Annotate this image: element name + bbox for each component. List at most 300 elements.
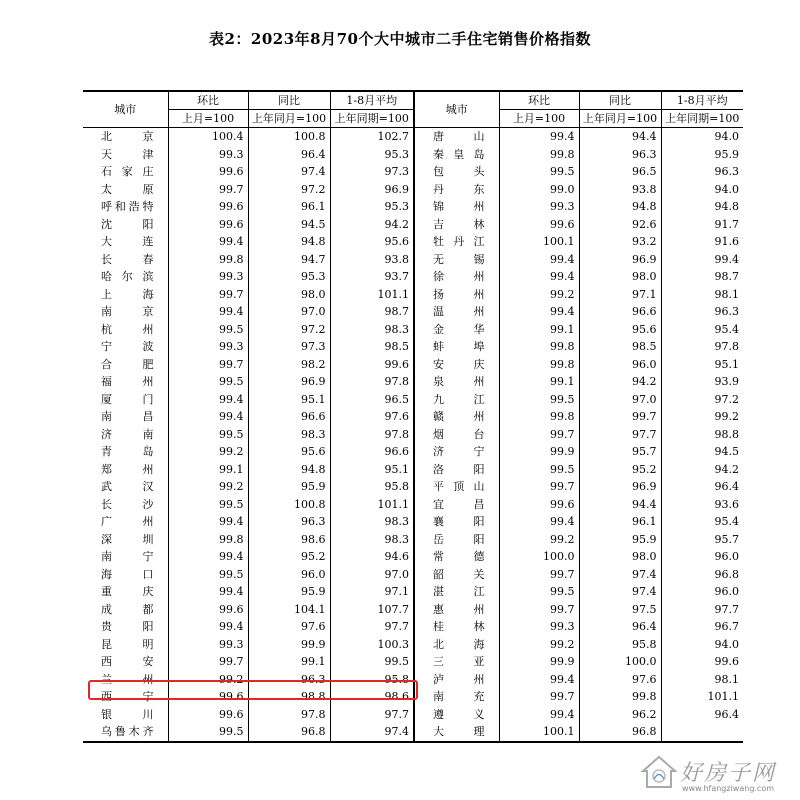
city-name-right: 遵义: [414, 706, 499, 724]
yoy-value-right: 96.3: [579, 146, 661, 164]
table-row: [83, 338, 743, 356]
yoy-value-left: 96.6: [248, 408, 330, 426]
ytd-value-left: 96.6: [330, 443, 414, 461]
city-name-left: 成都: [101, 602, 154, 616]
ytd-value-right: 98.1: [661, 286, 743, 304]
city-name-left: 海口: [101, 567, 154, 581]
mom-value-right: 99.4: [499, 706, 579, 724]
yoy-value-left: 99.1: [248, 653, 330, 671]
mom-value-right: 99.4: [499, 251, 579, 269]
mom-base-left: 上月=100: [168, 110, 248, 128]
ytd-value-left: 97.8: [330, 373, 414, 391]
yoy-value-left: 98.3: [248, 426, 330, 444]
mom-value-right: 99.1: [499, 373, 579, 391]
ytd-value-right: 91.6: [661, 233, 743, 251]
mom-value-left: 99.6: [168, 688, 248, 706]
city-name-right: 吉林: [414, 216, 499, 234]
city-name-right: 桂林: [414, 618, 499, 636]
ytd-value-right: 94.0: [661, 128, 743, 146]
yoy-value-left: 98.8: [248, 688, 330, 706]
yoy-value-right: 96.6: [579, 303, 661, 321]
city-name-left: 济南: [101, 427, 154, 441]
ytd-value-left: 97.0: [330, 566, 414, 584]
ytd-value-right: 95.4: [661, 321, 743, 339]
mom-value-right: 99.4: [499, 671, 579, 689]
ytd-value-right: 94.2: [661, 461, 743, 479]
ytd-value-right: 101.1: [661, 688, 743, 706]
mom-value-left: 99.4: [168, 303, 248, 321]
mom-value-left: 99.4: [168, 391, 248, 409]
ytd-value-right: 97.2: [661, 391, 743, 409]
city-name-right: 南充: [414, 688, 499, 706]
city-name-left: 贵阳: [101, 620, 154, 634]
yoy-value-right: 97.4: [579, 566, 661, 584]
mom-value-left: 99.6: [168, 216, 248, 234]
city-name-left: 南宁: [101, 550, 154, 564]
city-name-right: 唐山: [414, 128, 499, 146]
mom-value-right: 99.7: [499, 688, 579, 706]
yoy-value-left: 96.1: [248, 198, 330, 216]
table-row: [83, 181, 743, 199]
mom-value-left: 99.2: [168, 671, 248, 689]
yoy-value-right: 97.0: [579, 391, 661, 409]
yoy-header-left: 同比: [248, 91, 330, 110]
mom-value-left: 99.4: [168, 548, 248, 566]
yoy-value-left: 97.4: [248, 163, 330, 181]
ytd-value-right: 93.9: [661, 373, 743, 391]
yoy-value-right: 97.5: [579, 601, 661, 619]
yoy-value-left: 94.8: [248, 461, 330, 479]
mom-value-left: 99.6: [168, 601, 248, 619]
mom-value-left: 99.7: [168, 653, 248, 671]
mom-value-right: 99.9: [499, 653, 579, 671]
yoy-value-right: 96.9: [579, 251, 661, 269]
city-name-left: 西宁: [101, 690, 154, 704]
table-row: [83, 566, 743, 584]
city-name-left: 西安: [101, 655, 154, 669]
city-name-left: 杭州: [101, 322, 154, 336]
mom-value-left: 99.2: [168, 478, 248, 496]
mom-value-right: 99.8: [499, 356, 579, 374]
ytd-value-left: 95.3: [330, 146, 414, 164]
city-name-left: 昆明: [101, 637, 154, 651]
watermark-text: 好房子网: [680, 761, 777, 786]
table-row: [83, 128, 743, 146]
yoy-value-right: 93.8: [579, 181, 661, 199]
city-name-left: 长春: [101, 252, 154, 266]
city-name-right: 三亚: [414, 653, 499, 671]
city-name-right: 安庆: [414, 356, 499, 374]
city-name-left: 福州: [101, 375, 154, 389]
yoy-value-right: 94.4: [579, 496, 661, 514]
yoy-value-right: 93.2: [579, 233, 661, 251]
ytd-value-left: 97.3: [330, 163, 414, 181]
yoy-value-right: 96.1: [579, 513, 661, 531]
ytd-value-left: 98.3: [330, 321, 414, 339]
table-row: [83, 513, 743, 531]
yoy-value-left: 95.1: [248, 391, 330, 409]
table-row: [83, 198, 743, 216]
table-row: [83, 268, 743, 286]
mom-value-right: 99.8: [499, 408, 579, 426]
yoy-value-left: 98.6: [248, 531, 330, 549]
ytd-value-left: 95.3: [330, 198, 414, 216]
yoy-value-left: 99.9: [248, 636, 330, 654]
mom-value-left: 99.4: [168, 233, 248, 251]
mom-value-right: 99.3: [499, 618, 579, 636]
mom-value-left: 99.5: [168, 426, 248, 444]
yoy-value-right: 96.4: [579, 618, 661, 636]
ytd-header-right: 1-8月平均: [661, 91, 743, 110]
mom-value-left: 99.6: [168, 163, 248, 181]
city-name-right: 秦皇岛: [414, 146, 499, 164]
mom-value-right: 99.7: [499, 566, 579, 584]
yoy-value-left: 100.8: [248, 496, 330, 514]
ytd-header-left: 1-8月平均: [330, 91, 414, 110]
mom-value-left: 99.3: [168, 146, 248, 164]
mom-value-right: 99.6: [499, 496, 579, 514]
mom-value-left: 99.7: [168, 356, 248, 374]
ytd-value-left: 96.5: [330, 391, 414, 409]
yoy-value-left: 94.7: [248, 251, 330, 269]
ytd-value-right: 95.4: [661, 513, 743, 531]
table-row: [83, 478, 743, 496]
yoy-value-left: 94.5: [248, 216, 330, 234]
city-name-left: 银川: [101, 707, 154, 721]
yoy-value-left: 96.0: [248, 566, 330, 584]
house-logo-icon: [640, 754, 678, 790]
yoy-value-left: 95.9: [248, 478, 330, 496]
table-row: [83, 391, 743, 409]
city-name-right: 襄阳: [414, 513, 499, 531]
table-row: [83, 461, 743, 479]
yoy-value-left: 97.2: [248, 321, 330, 339]
mom-value-left: 99.8: [168, 251, 248, 269]
city-name-right: 赣州: [414, 408, 499, 426]
ytd-value-left: 94.2: [330, 216, 414, 234]
yoy-value-left: 104.1: [248, 601, 330, 619]
mom-value-right: 99.9: [499, 443, 579, 461]
city-header-left: 城市: [83, 91, 168, 128]
city-name-right: 韶关: [414, 566, 499, 584]
ytd-value-left: 101.1: [330, 286, 414, 304]
mom-header-right: 环比: [499, 91, 579, 110]
city-name-left: 广州: [101, 515, 154, 529]
yoy-value-right: 95.2: [579, 461, 661, 479]
city-name-right: 徐州: [414, 268, 499, 286]
highlight-box-xian: [88, 680, 418, 700]
city-name-right: 丹东: [414, 181, 499, 199]
mom-value-left: 99.5: [168, 566, 248, 584]
city-name-left: 宁波: [101, 340, 154, 354]
ytd-value-right: [661, 723, 743, 742]
yoy-value-left: 96.3: [248, 513, 330, 531]
city-name-left: 上海: [101, 287, 154, 301]
ytd-value-right: 95.9: [661, 146, 743, 164]
city-name-right: 扬州: [414, 286, 499, 304]
city-name-left: 青岛: [101, 445, 154, 459]
ytd-value-left: 107.7: [330, 601, 414, 619]
yoy-value-right: 99.7: [579, 408, 661, 426]
ytd-value-left: 93.7: [330, 268, 414, 286]
ytd-value-left: 97.4: [330, 723, 414, 742]
table-row: [83, 321, 743, 339]
mom-value-left: 99.3: [168, 636, 248, 654]
yoy-value-left: 97.2: [248, 181, 330, 199]
ytd-value-left: 96.9: [330, 181, 414, 199]
ytd-value-left: 99.6: [330, 356, 414, 374]
yoy-value-right: 98.0: [579, 268, 661, 286]
mom-value-left: 99.8: [168, 531, 248, 549]
ytd-value-right: 95.1: [661, 356, 743, 374]
ytd-value-right: 94.8: [661, 198, 743, 216]
city-name-left: 石家庄: [101, 165, 154, 179]
city-name-left: 哈尔滨: [101, 270, 154, 284]
yoy-value-right: 98.0: [579, 548, 661, 566]
city-name-right: 北海: [414, 636, 499, 654]
table-body: [83, 128, 743, 742]
ytd-value-left: 97.1: [330, 583, 414, 601]
city-name-right: 济宁: [414, 443, 499, 461]
city-name-right: 蚌埠: [414, 338, 499, 356]
mom-value-left: 99.4: [168, 618, 248, 636]
city-name-right: 九江: [414, 391, 499, 409]
ytd-value-left: 94.6: [330, 548, 414, 566]
ytd-value-right: 94.0: [661, 181, 743, 199]
ytd-value-right: 96.8: [661, 566, 743, 584]
mom-value-right: 99.2: [499, 286, 579, 304]
mom-value-right: 99.4: [499, 268, 579, 286]
mom-value-right: 99.8: [499, 146, 579, 164]
ytd-value-right: 96.4: [661, 706, 743, 724]
city-name-right: 惠州: [414, 601, 499, 619]
city-name-right: 牡丹江: [414, 233, 499, 251]
city-name-right: 岳阳: [414, 531, 499, 549]
ytd-value-left: 98.7: [330, 303, 414, 321]
mom-value-left: 99.6: [168, 706, 248, 724]
yoy-value-right: 96.8: [579, 723, 661, 742]
city-name-left: 太原: [101, 182, 154, 196]
ytd-value-left: 98.6: [330, 688, 414, 706]
ytd-value-left: 98.3: [330, 513, 414, 531]
city-name-left: 乌鲁木齐: [83, 723, 168, 742]
ytd-value-left: 101.1: [330, 496, 414, 514]
table-row: [83, 356, 743, 374]
table-row: [83, 286, 743, 304]
yoy-value-left: 96.3: [248, 671, 330, 689]
city-name-left: 沈阳: [101, 217, 154, 231]
city-name-left: 南昌: [101, 410, 154, 424]
yoy-value-right: 95.9: [579, 531, 661, 549]
ytd-value-right: 99.4: [661, 251, 743, 269]
mom-value-left: 99.3: [168, 268, 248, 286]
table-row: [83, 531, 743, 549]
ytd-value-right: 93.6: [661, 496, 743, 514]
ytd-value-left: 99.5: [330, 653, 414, 671]
city-name-left: 呼和浩特: [101, 200, 154, 214]
mom-value-right: 99.5: [499, 461, 579, 479]
ytd-value-left: 95.1: [330, 461, 414, 479]
yoy-base-right: 上年同月=100: [579, 110, 661, 128]
ytd-value-right: 98.1: [661, 671, 743, 689]
ytd-base-left: 上年同期=100: [330, 110, 414, 128]
city-name-right: 无锡: [414, 251, 499, 269]
mom-header-left: 环比: [168, 91, 248, 110]
mom-value-right: 99.2: [499, 636, 579, 654]
city-name-right: 金华: [414, 321, 499, 339]
city-name-right: 温州: [414, 303, 499, 321]
mom-value-right: 99.0: [499, 181, 579, 199]
mom-value-left: 99.4: [168, 408, 248, 426]
yoy-value-left: 100.8: [248, 128, 330, 146]
city-name-right: 平顶山: [414, 478, 499, 496]
yoy-value-right: 97.4: [579, 583, 661, 601]
yoy-value-right: 94.2: [579, 373, 661, 391]
mom-value-left: 99.3: [168, 338, 248, 356]
city-name-right: 洛阳: [414, 461, 499, 479]
table-row: [83, 303, 743, 321]
table-row: [83, 443, 743, 461]
mom-value-right: 99.1: [499, 321, 579, 339]
mom-value-right: 99.5: [499, 583, 579, 601]
city-name-right: 宜昌: [414, 496, 499, 514]
yoy-value-left: 94.8: [248, 233, 330, 251]
ytd-value-right: 96.7: [661, 618, 743, 636]
yoy-value-left: 95.3: [248, 268, 330, 286]
mom-value-right: 99.4: [499, 513, 579, 531]
yoy-value-left: 95.9: [248, 583, 330, 601]
mom-value-right: 99.7: [499, 478, 579, 496]
table-row: [83, 583, 743, 601]
city-name-right: 常德: [414, 548, 499, 566]
yoy-value-left: 97.6: [248, 618, 330, 636]
yoy-value-right: 94.4: [579, 128, 661, 146]
ytd-value-right: 99.2: [661, 408, 743, 426]
ytd-value-left: 95.6: [330, 233, 414, 251]
mom-value-right: 99.2: [499, 531, 579, 549]
ytd-value-left: 102.7: [330, 128, 414, 146]
ytd-value-left: 100.3: [330, 636, 414, 654]
table-row: [83, 251, 743, 269]
yoy-value-left: 96.9: [248, 373, 330, 391]
mom-value-left: 99.5: [168, 496, 248, 514]
ytd-value-right: 97.8: [661, 338, 743, 356]
yoy-value-left: 97.0: [248, 303, 330, 321]
ytd-value-right: 98.8: [661, 426, 743, 444]
table-row: [83, 426, 743, 444]
city-name-left: 北京: [101, 130, 154, 144]
ytd-value-left: 97.6: [330, 408, 414, 426]
ytd-value-left: 98.5: [330, 338, 414, 356]
table-row: [83, 496, 743, 514]
mom-value-right: 100.1: [499, 723, 579, 742]
mom-value-left: 99.1: [168, 461, 248, 479]
table-row: [83, 723, 743, 742]
mom-value-right: 99.3: [499, 198, 579, 216]
mom-value-left: 99.4: [168, 583, 248, 601]
yoy-value-right: 96.9: [579, 478, 661, 496]
mom-value-right: 99.8: [499, 338, 579, 356]
table-row: [83, 408, 743, 426]
yoy-value-left: 98.0: [248, 286, 330, 304]
table-row: [83, 146, 743, 164]
ytd-value-right: 96.4: [661, 478, 743, 496]
city-name-left: 重庆: [101, 585, 154, 599]
ytd-value-right: 91.7: [661, 216, 743, 234]
table-row: [83, 653, 743, 671]
yoy-value-right: 94.8: [579, 198, 661, 216]
mom-base-right: 上月=100: [499, 110, 579, 128]
yoy-value-right: 98.5: [579, 338, 661, 356]
yoy-value-right: 95.8: [579, 636, 661, 654]
city-name-left: 南京: [101, 305, 154, 319]
city-name-right: 湛江: [414, 583, 499, 601]
ytd-value-left: 93.8: [330, 251, 414, 269]
mom-value-right: 99.5: [499, 163, 579, 181]
mom-value-left: 99.5: [168, 723, 248, 742]
yoy-value-left: 96.8: [248, 723, 330, 742]
ytd-value-right: 98.7: [661, 268, 743, 286]
price-index-table: [83, 90, 743, 743]
yoy-value-right: 97.1: [579, 286, 661, 304]
yoy-value-left: 95.2: [248, 548, 330, 566]
mom-value-right: 100.0: [499, 548, 579, 566]
city-name-left: 武汉: [101, 480, 154, 494]
city-name-right: 大理: [414, 723, 499, 742]
mom-value-right: 99.4: [499, 128, 579, 146]
ytd-value-right: 94.0: [661, 636, 743, 654]
mom-value-left: 100.4: [168, 128, 248, 146]
city-name-right: 锦州: [414, 198, 499, 216]
yoy-value-right: 96.0: [579, 356, 661, 374]
table-row: [83, 163, 743, 181]
ytd-value-right: 96.0: [661, 583, 743, 601]
mom-value-right: 99.7: [499, 601, 579, 619]
city-name-left: 郑州: [101, 462, 154, 476]
yoy-value-right: 100.0: [579, 653, 661, 671]
mom-value-right: 99.4: [499, 303, 579, 321]
city-header-right: 城市: [414, 91, 499, 128]
table-row: [83, 216, 743, 234]
yoy-header-right: 同比: [579, 91, 661, 110]
ytd-value-left: 95.8: [330, 671, 414, 689]
mom-value-left: 99.5: [168, 321, 248, 339]
city-name-left: 长沙: [101, 497, 154, 511]
yoy-value-right: 96.2: [579, 706, 661, 724]
yoy-value-right: 95.6: [579, 321, 661, 339]
ytd-value-left: 97.7: [330, 618, 414, 636]
mom-value-left: 99.7: [168, 286, 248, 304]
city-name-right: 泸州: [414, 671, 499, 689]
yoy-value-right: 99.8: [579, 688, 661, 706]
ytd-value-left: 97.8: [330, 426, 414, 444]
yoy-value-right: 92.6: [579, 216, 661, 234]
ytd-value-right: 96.3: [661, 163, 743, 181]
mom-value-right: 100.1: [499, 233, 579, 251]
table-row: [83, 601, 743, 619]
watermark: [636, 752, 796, 796]
mom-value-right: 99.7: [499, 426, 579, 444]
ytd-value-left: 97.7: [330, 706, 414, 724]
mom-value-left: 99.5: [168, 373, 248, 391]
yoy-value-left: 96.4: [248, 146, 330, 164]
table-row: [83, 618, 743, 636]
mom-value-left: 99.7: [168, 181, 248, 199]
ytd-value-right: 96.0: [661, 548, 743, 566]
yoy-value-right: 95.7: [579, 443, 661, 461]
table-row: [83, 233, 743, 251]
city-name-left: 大连: [101, 235, 154, 249]
